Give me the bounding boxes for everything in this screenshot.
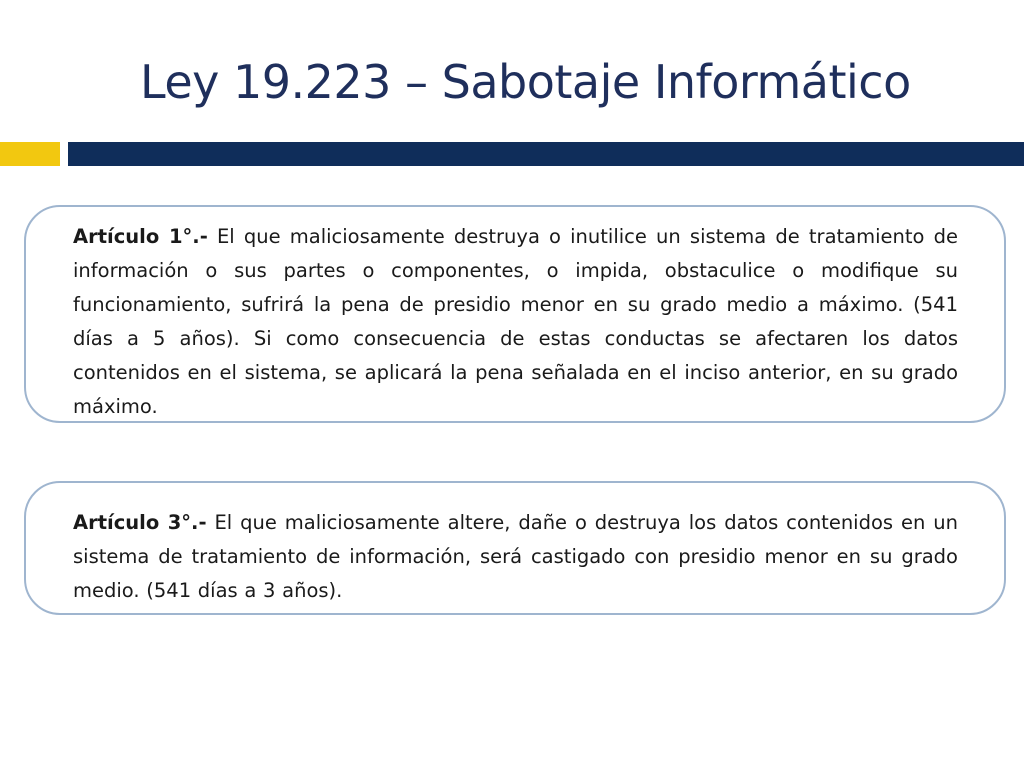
article-3-text <box>73 506 958 608</box>
article-3-box <box>24 481 1006 615</box>
article-1-box <box>24 205 1006 423</box>
article-1-text <box>73 220 958 424</box>
accent-bar-navy <box>68 142 1024 166</box>
accent-bar-yellow <box>0 142 60 166</box>
article-3-heading: Artículo 3°.- <box>73 511 207 534</box>
slide-title: Ley 19.223 – Sabotaje Informático <box>140 55 911 109</box>
article-1-heading: Artículo 1°.- <box>73 225 208 248</box>
article-3-body: El que maliciosamente altere, dañe o destruya los datos contenidos en un sistema de tratamiento de información, será castigado con presidio menor en su grado medio. (541 días a 3 años). <box>73 511 958 602</box>
article-1-body: El que maliciosamente destruya o inutilice un sistema de tratamiento de información o sus partes o componentes, o impida, obstaculice o modifique su funcionamiento, sufrirá la pena de presidio menor en su grado medio a máximo. (541 días a 5 años). Si como consecuencia de estas conductas se afectaren los datos contenidos en el sistema, se aplicará la pena señalada en el inciso anterior, en su grado máximo. <box>73 225 958 418</box>
